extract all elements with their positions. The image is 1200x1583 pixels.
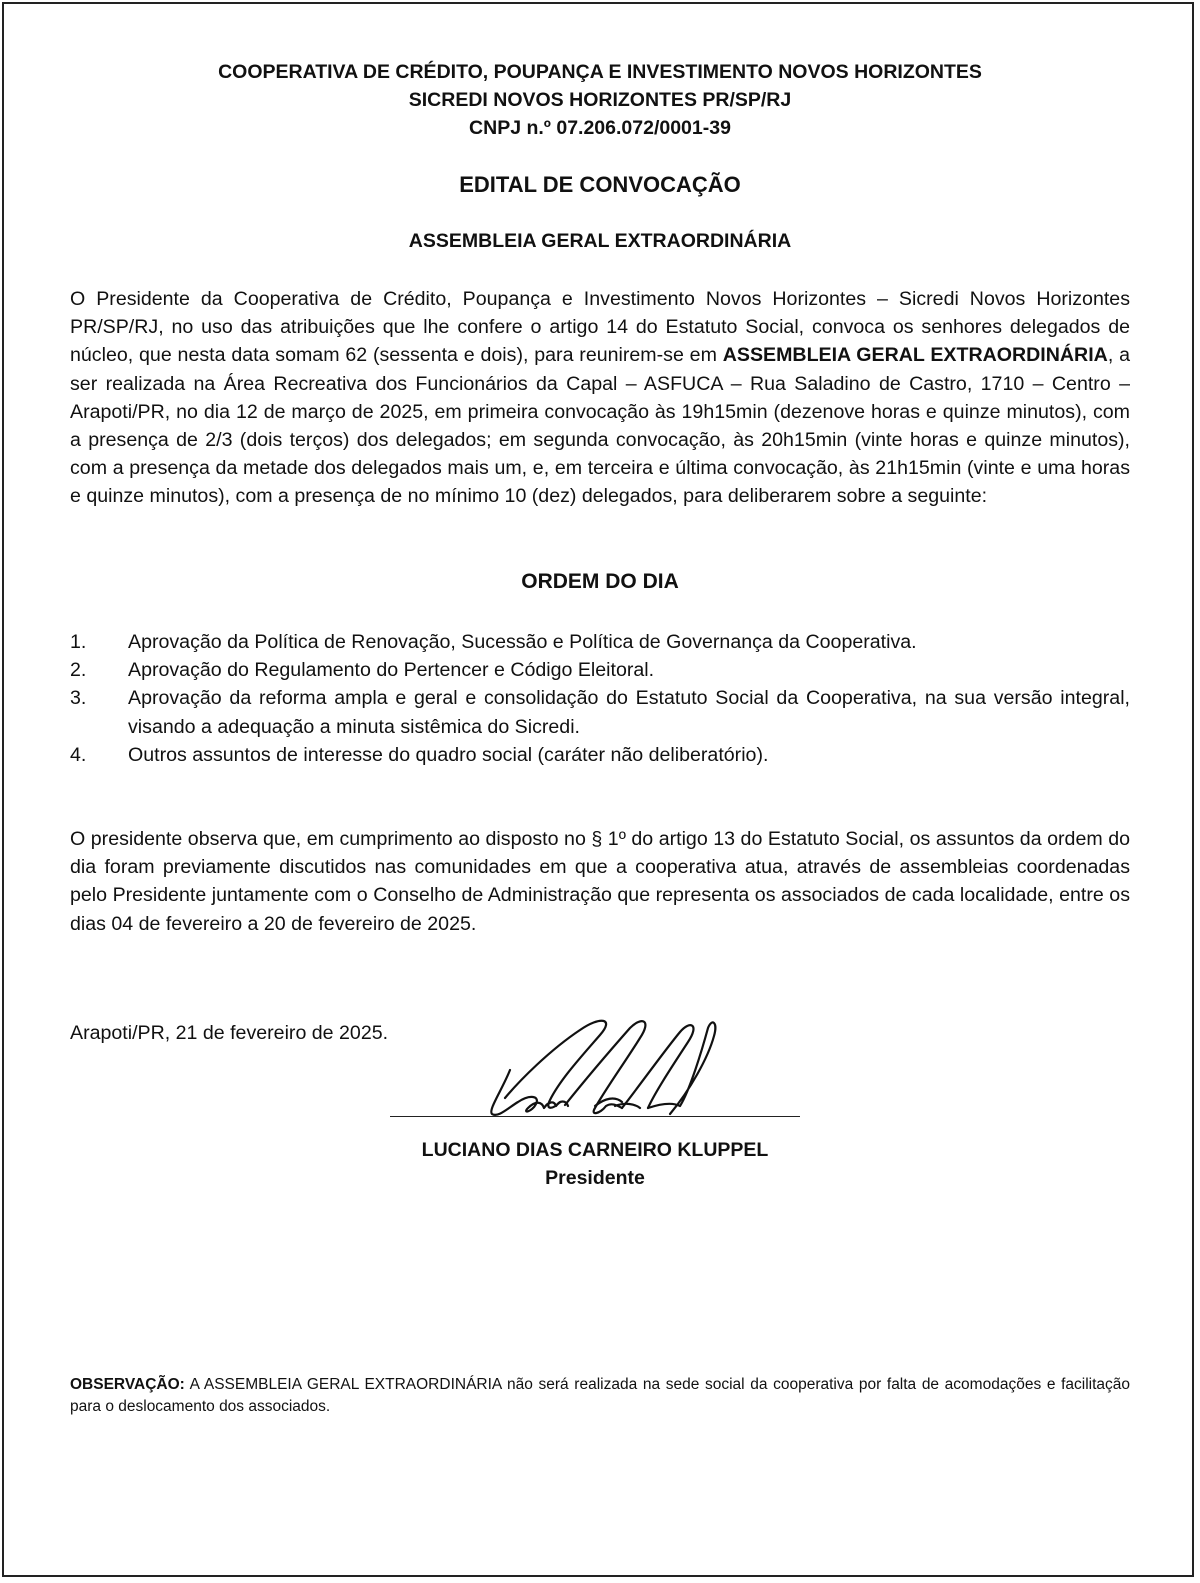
header-brand-name: SICREDI NOVOS HORIZONTES PR/SP/RJ — [408, 89, 792, 111]
page-title: EDITAL DE CONVOCAÇÃO — [459, 172, 741, 197]
document-header — [70, 58, 1130, 142]
list-item-number: 3. — [70, 687, 87, 710]
list-item-number: 2. — [70, 659, 87, 682]
intro-text-bold: ASSEMBLEIA GERAL EXTRAORDINÁRIA — [722, 344, 1108, 367]
signer-block — [395, 1136, 795, 1192]
list-item — [70, 628, 1130, 656]
footnote-text: A ASSEMBLEIA GERAL EXTRAORDINÁRIA não será realizada na sede social da cooperativa por falta de acomodações e facilitação para o deslocamento dos associados. — [70, 1375, 1130, 1415]
header-cooperative-name: COOPERATIVA DE CRÉDITO, POUPANÇA E INVESTIMENTO NOVOS HORIZONTES — [218, 61, 982, 83]
list-item-number: 4. — [70, 743, 87, 766]
intro-text-part2: , a ser realizada na Área Recreativa dos Funcionários da Capal – ASFUCA – Rua Saladino de Castro, 1710 – Centro – Arapoti/PR, no dia 12 de março de 2025, em primeira convocação às 19h15min (dezenove horas e quinze minutos), com a presença de 2/3 (dois terços) dos delegados; em segunda convocação, às 20h15min (vinte horas e quinze minutos), com a presença da metade dos delegados mais um, e, em terceira e última convocação, às 21h15min (vinte e uma horas e quinze minutos), com a presença de no mínimo 10 (dez) delegados, para deliberarem sobre a seguinte: — [70, 344, 1130, 508]
footnote-label: OBSERVAÇÃO: — [70, 1375, 185, 1393]
signature-image — [390, 1010, 800, 1120]
footnote — [70, 1374, 1130, 1418]
list-item — [70, 684, 1130, 740]
observation-paragraph: O presidente observa que, em cumprimento ao disposto no § 1º do artigo 13 do Estatuto Social, os assuntos da ordem do dia foram previamente discutidos nas comunidades em que a cooperativa atua, através de assembleias coordenadas pelo Presidente juntamente com o Conselho de Administração que representa os associados de cada localidade, entre os dias 04 de fevereiro a 20 de fevereiro de 2025. — [70, 828, 1130, 935]
signer-role: Presidente — [545, 1167, 645, 1189]
list-item — [70, 741, 1130, 769]
list-item-text: Aprovação do Regulamento do Pertencer e Código Eleitoral. — [128, 659, 655, 682]
list-item-text: Aprovação da Política de Renovação, Sucessão e Política de Governança da Cooperativa. — [128, 631, 917, 653]
header-cnpj: CNPJ n.º 07.206.072/0001-39 — [469, 117, 731, 139]
list-item — [70, 656, 1130, 684]
page-subtitle: ASSEMBLEIA GERAL EXTRAORDINÁRIA — [408, 230, 792, 252]
list-item-text: Aprovação da reforma ampla e geral e consolidação do Estatuto Social da Cooperativa, na sua versão integral, visando a adequação a minuta sistêmica do Sicredi. — [128, 687, 1130, 738]
intro-text-part1: O Presidente da Cooperativa de Crédito, Poupança e Investimento Novos Horizontes – Sicredi Novos Horizontes PR/SP/RJ, no uso das atribuições que lhe confere o artigo 14 do Estatuto Social, convoca os senhores delegados de núcleo, que nesta data somam 62 (sessenta e dois), para reunirem-se em — [70, 288, 1130, 367]
intro-paragraph — [70, 285, 1130, 511]
ordem-title: ORDEM DO DIA — [521, 570, 679, 593]
list-item-text: Outros assuntos de interesse do quadro social (caráter não deliberatório). — [128, 743, 769, 766]
list-item-number: 1. — [70, 631, 87, 653]
place-date: Arapoti/PR, 21 de fevereiro de 2025. — [70, 1022, 389, 1044]
signature-line — [390, 1116, 800, 1117]
signer-name: LUCIANO DIAS CARNEIRO KLUPPEL — [421, 1139, 769, 1161]
ordem-list — [70, 628, 1130, 769]
